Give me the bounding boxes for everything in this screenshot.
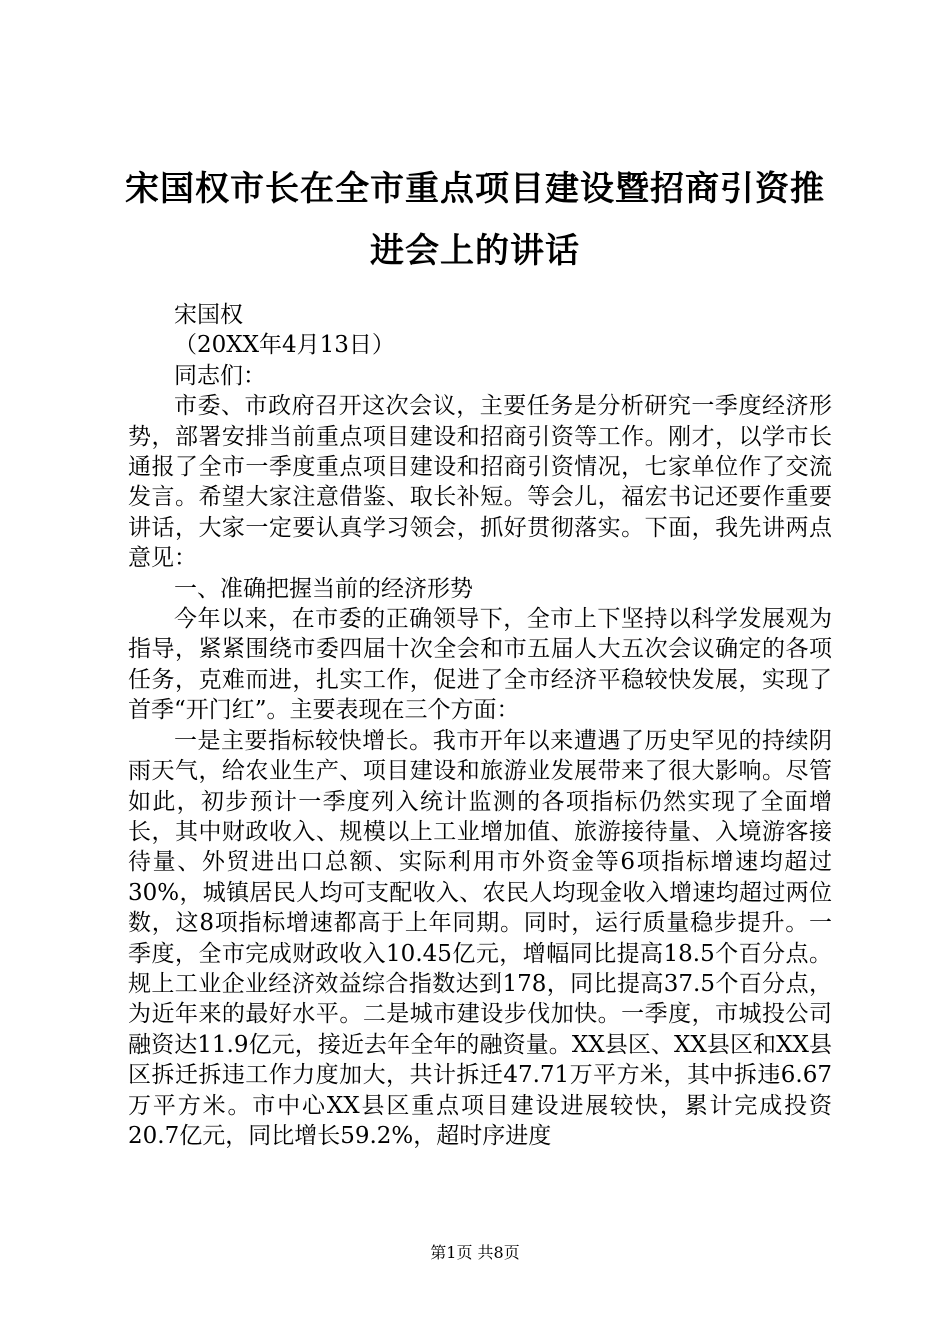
date-line: （20XX年4月13日）	[174, 332, 395, 359]
page-footer: 第1页 共8页	[430, 1243, 520, 1262]
paragraph: 市委、市政府召开这次会议，主要任务是分析研究一季度经济形势，部署安排当前重点项目建设和招商引资等工作。刚才，以学市长通报了全市一季度重点项目建设和招商引资情况，七家单位作了交流发言。希望大家注意借鉴、取长补短。等会儿，福宏书记还要作重要讲话，大家一定要认真学习领会，抓好贯彻落实。下面，我先讲两点意见：	[128, 393, 832, 572]
document-body	[128, 300, 832, 1151]
author-line: 宋国权	[174, 302, 243, 328]
document-title: 宋国权市长在全市重点项目建设暨招商引资推进会上的讲话	[125, 169, 825, 271]
paragraph: 一是主要指标较快增长。我市开年以来遭遇了历史罕见的持续阴雨天气，给农业生产、项目建设和旅游业发展带来了很大影响。尽管如此，初步预计一季度列入统计监测的各项指标仍然实现了全面增长，其中财政收入、规模以上工业增加值、旅游接待量、入境游客接待量、外贸进出口总额、实际利用市外资金等6项指标增速均超过30%，城镇居民人均可支配收入、农民人均现金收入增速均超过两位数，这8项指标增速都高于上年同期。同时，运行质量稳步提升。一季度，全市完成财政收入10.45亿元，增幅同比提高18.5个百分点。规上工业企业经济效益综合指数达到178，同比提高37.5个百分点，为近年来的最好水平。二是城市建设步伐加快。一季度，市城投公司融资达11.9亿元，接近去年全年的融资量。XX县区、XX县区和XX县区拆迁拆违工作力度加大，共计拆迁47.71万平方米，其中拆违6.67万平方米。市中心XX县区重点项目建设进展较快，累计完成投资20.7亿元，同比增长59.2%，超时序进度	[128, 727, 832, 1149]
salutation-line: 同志们：	[174, 362, 266, 389]
section-heading: 一、准确把握当前的经济形势	[174, 575, 473, 602]
paragraph: 今年以来，在市委的正确领导下，全市上下坚持以科学发展观为指导，紧紧围绕市委四届十次全会和市五届人大五次会议确定的各项任务，克难而进，扎实工作，促进了全市经济平稳较快发展，实现了首季“开门红”。主要表现在三个方面：	[128, 606, 832, 724]
